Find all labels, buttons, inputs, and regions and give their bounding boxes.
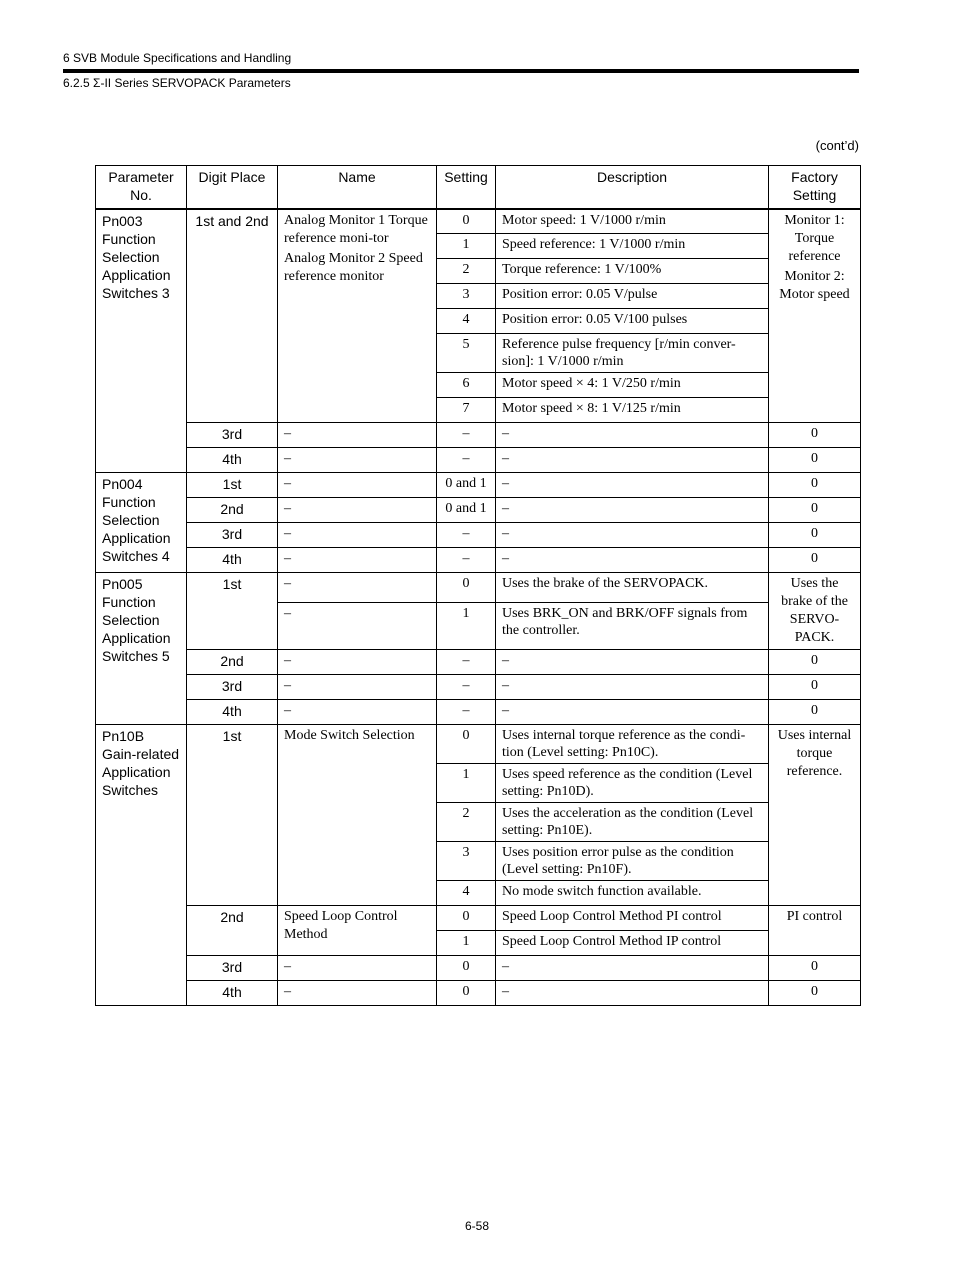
name-analog-monitor-2: Analog Monitor 2 Speed reference monitor — [284, 250, 423, 284]
section-header: 6.2.5 Σ-II Series SERVOPACK Parameters — [63, 76, 291, 90]
param-pn10b: Pn10B Gain-related Application Switches — [96, 725, 187, 1006]
setting-description: Position error: 0.05 V/100 pulses — [496, 309, 769, 334]
setting-value: 0 — [437, 725, 496, 764]
parameter-name: – — [278, 523, 437, 548]
table-header-row — [96, 166, 861, 209]
setting-description: Uses position error pulse as the condition (Level setting: Pn10F). — [496, 842, 769, 881]
col-header-name: Name — [278, 166, 437, 209]
header-rule — [63, 69, 859, 73]
setting-value: 0 — [437, 209, 496, 234]
setting-value: 2 — [437, 803, 496, 842]
table-row — [96, 700, 861, 725]
digit-place: 2nd — [187, 650, 278, 675]
factory-setting — [769, 209, 861, 423]
col-header-setting: Setting — [437, 166, 496, 209]
parameter-table — [95, 165, 861, 1006]
col-header-parameter: Parameter No. — [96, 166, 187, 209]
col-header-digit-place: Digit Place — [187, 166, 278, 209]
factory-setting: 0 — [769, 448, 861, 473]
setting-description: Reference pulse frequency [r/min conver-sion]: 1 V/1000 r/min — [496, 334, 769, 373]
table-row — [96, 650, 861, 675]
factory-setting: 0 — [769, 700, 861, 725]
parameter-name: – — [278, 675, 437, 700]
factory-setting: 0 — [769, 956, 861, 981]
param-pn003: Pn003 Function Selection Application Switches 3 — [96, 209, 187, 473]
param-pn004: Pn004 Function Selection Application Switches 4 — [96, 473, 187, 573]
parameter-name: – — [278, 603, 437, 650]
setting-value: 5 — [437, 334, 496, 373]
factory-setting: 0 — [769, 675, 861, 700]
setting-description: Speed Loop Control Method PI control — [496, 906, 769, 931]
setting-description: Uses speed reference as the condition (Level setting: Pn10D). — [496, 764, 769, 803]
digit-place: 3rd — [187, 423, 278, 448]
factory-setting: Uses internal torque reference. — [769, 725, 861, 906]
setting-description: Uses the brake of the SERVOPACK. — [496, 573, 769, 603]
table-row — [96, 548, 861, 573]
setting-value: – — [437, 700, 496, 725]
factory-setting: 0 — [769, 650, 861, 675]
setting-value: 3 — [437, 842, 496, 881]
digit-place: 1st — [187, 573, 278, 650]
setting-description: – — [496, 981, 769, 1006]
factory-setting: 0 — [769, 548, 861, 573]
factory-setting: Uses the brake of the SERVO-PACK. — [769, 573, 861, 650]
setting-description: Uses internal torque reference as the condi-tion (Level setting: Pn10C). — [496, 725, 769, 764]
table-row — [96, 498, 861, 523]
table-row — [96, 906, 861, 931]
setting-description: Position error: 0.05 V/pulse — [496, 284, 769, 309]
parameter-name: – — [278, 448, 437, 473]
table-row — [96, 573, 861, 603]
digit-place: 3rd — [187, 523, 278, 548]
factory-setting: 0 — [769, 498, 861, 523]
setting-value: 7 — [437, 398, 496, 423]
parameter-name: – — [278, 650, 437, 675]
setting-description: – — [496, 700, 769, 725]
setting-value: 1 — [437, 931, 496, 956]
factory-setting: 0 — [769, 423, 861, 448]
parameter-name: – — [278, 981, 437, 1006]
setting-value: – — [437, 548, 496, 573]
parameter-name: – — [278, 473, 437, 498]
factory-monitor-2: Monitor 2: Motor speed — [779, 268, 850, 302]
continued-label: (cont’d) — [815, 138, 859, 153]
digit-place: 4th — [187, 548, 278, 573]
setting-value: 0 — [437, 956, 496, 981]
digit-place: 4th — [187, 700, 278, 725]
setting-value: 0 — [437, 981, 496, 1006]
table-row — [96, 209, 861, 234]
page-number: 6-58 — [464, 1219, 490, 1233]
table-row — [96, 423, 861, 448]
setting-value: 2 — [437, 259, 496, 284]
setting-value: 4 — [437, 881, 496, 906]
setting-value: 1 — [437, 764, 496, 803]
setting-description: Torque reference: 1 V/100% — [496, 259, 769, 284]
table-row — [96, 473, 861, 498]
setting-value: 3 — [437, 284, 496, 309]
setting-description: Motor speed × 8: 1 V/125 r/min — [496, 398, 769, 423]
setting-value: – — [437, 523, 496, 548]
setting-value: 0 and 1 — [437, 473, 496, 498]
digit-place: 1st and 2nd — [187, 209, 278, 423]
digit-place: 3rd — [187, 675, 278, 700]
parameter-name: Speed Loop Control Method — [278, 906, 437, 956]
table-row — [96, 725, 861, 764]
setting-description: – — [496, 650, 769, 675]
digit-place: 2nd — [187, 906, 278, 956]
table-row — [96, 675, 861, 700]
parameter-name: Mode Switch Selection — [278, 725, 437, 906]
setting-value: – — [437, 423, 496, 448]
factory-setting: 0 — [769, 473, 861, 498]
setting-description: – — [496, 548, 769, 573]
setting-description: Speed Loop Control Method IP control — [496, 931, 769, 956]
param-pn005: Pn005 Function Selection Application Switches 5 — [96, 573, 187, 725]
factory-monitor-1: Monitor 1: Torque reference — [784, 212, 845, 264]
parameter-name: – — [278, 956, 437, 981]
setting-value: – — [437, 675, 496, 700]
digit-place: 3rd — [187, 956, 278, 981]
setting-value: 4 — [437, 309, 496, 334]
digit-place: 1st — [187, 725, 278, 906]
setting-value: 6 — [437, 373, 496, 398]
setting-description: Motor speed × 4: 1 V/250 r/min — [496, 373, 769, 398]
col-header-factory-setting: Factory Setting — [769, 166, 861, 209]
factory-setting: PI control — [769, 906, 861, 956]
setting-description: Motor speed: 1 V/1000 r/min — [496, 209, 769, 234]
setting-value: 0 — [437, 573, 496, 603]
parameter-name: – — [278, 573, 437, 603]
parameter-name: – — [278, 423, 437, 448]
digit-place: 4th — [187, 981, 278, 1006]
setting-description: – — [496, 498, 769, 523]
setting-value: 1 — [437, 234, 496, 259]
parameter-name — [278, 209, 437, 423]
setting-value: 1 — [437, 603, 496, 650]
setting-value: – — [437, 448, 496, 473]
setting-value: – — [437, 650, 496, 675]
col-header-description: Description — [496, 166, 769, 209]
table-row — [96, 956, 861, 981]
setting-description: Speed reference: 1 V/1000 r/min — [496, 234, 769, 259]
setting-description: – — [496, 956, 769, 981]
factory-setting: 0 — [769, 523, 861, 548]
factory-setting: 0 — [769, 981, 861, 1006]
parameter-name: – — [278, 498, 437, 523]
table-row — [96, 981, 861, 1006]
setting-description: – — [496, 675, 769, 700]
setting-value: 0 and 1 — [437, 498, 496, 523]
setting-description: – — [496, 423, 769, 448]
chapter-header: 6 SVB Module Specifications and Handling — [63, 51, 292, 65]
digit-place: 2nd — [187, 498, 278, 523]
parameter-name: – — [278, 700, 437, 725]
parameter-name: – — [278, 548, 437, 573]
setting-description: Uses the acceleration as the condition (Level setting: Pn10E). — [496, 803, 769, 842]
setting-description: – — [496, 473, 769, 498]
setting-value: 0 — [437, 906, 496, 931]
setting-description: Uses BRK_ON and BRK/OFF signals from the controller. — [496, 603, 769, 650]
table-row — [96, 523, 861, 548]
digit-place: 4th — [187, 448, 278, 473]
setting-description: – — [496, 523, 769, 548]
setting-description: – — [496, 448, 769, 473]
table-row — [96, 448, 861, 473]
setting-description: No mode switch function available. — [496, 881, 769, 906]
name-analog-monitor-1: Analog Monitor 1 Torque reference moni-tor — [284, 212, 428, 246]
digit-place: 1st — [187, 473, 278, 498]
